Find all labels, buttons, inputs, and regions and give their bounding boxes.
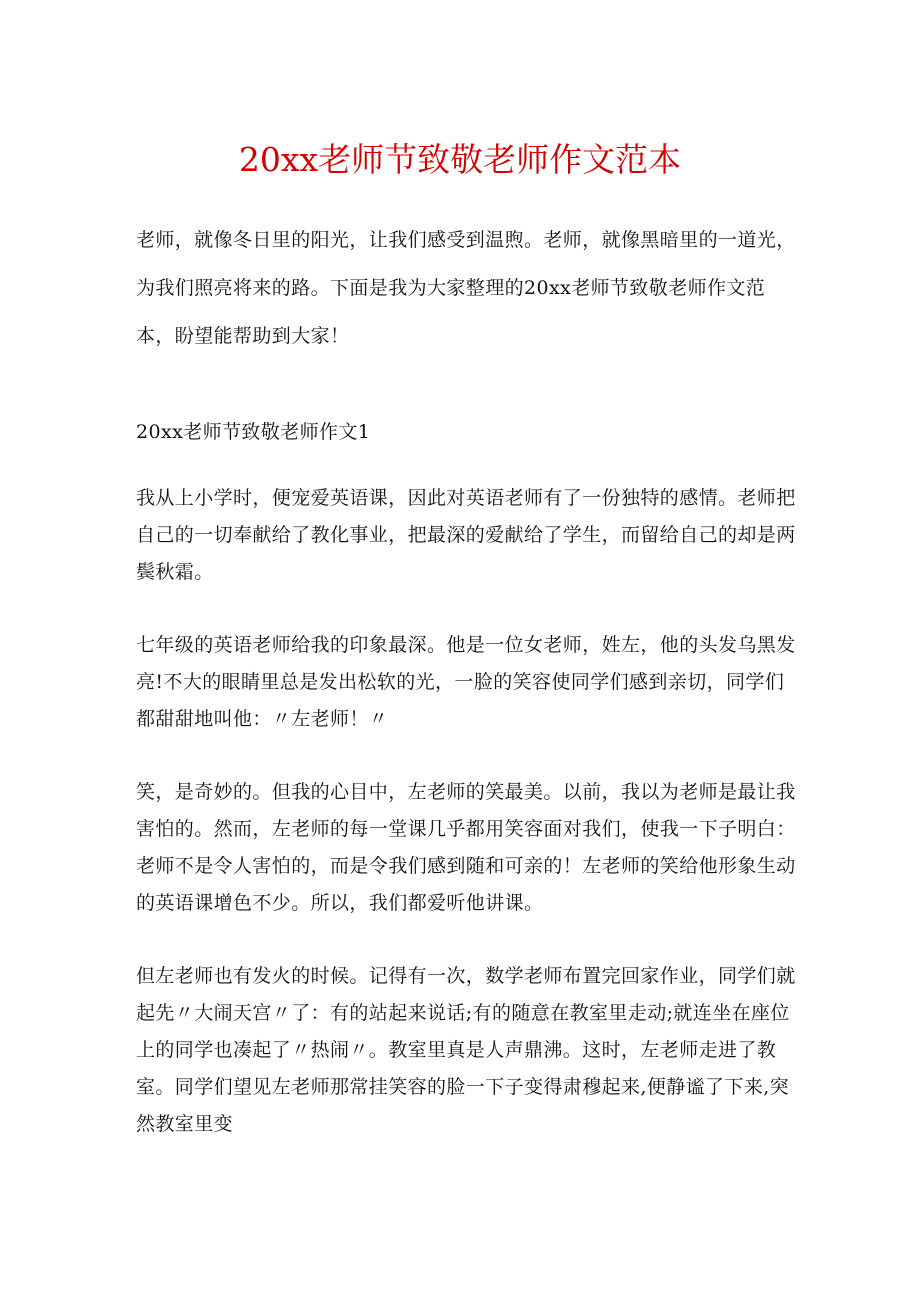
- intro-paragraph: 老师，就像冬日里的阳光，让我们感受到温煦。老师，就像黑暗里的一道光，为我们照亮将来的路。下面是我为大家整理的20xx老师节致敬老师作文范本，盼望能帮助到大家！: [136, 229, 796, 347]
- paragraph-3: 笑，是奇妙的。但我的心目中，左老师的笑最美。以前，我以为老师是最让我害怕的。然而，左老师的每一堂课几乎都用笑容面对我们，使我一下子明白：老师不是令人害怕的，而是令我们感到随和可亲的！左老师的笑给他形象生动的英语课增色不少。所以，我们都爱听他讲课。: [136, 781, 796, 914]
- paragraph-1: 我从上小学时，便宠爱英语课，因此对英语老师有了一份独特的感情。老师把自己的一切奉献给了教化事业，把最深的爱献给了学生，而留给自己的却是两鬓秋霜。: [136, 487, 796, 583]
- paragraph-4: 但左老师也有发火的时候。记得有一次，数学老师布置完回家作业，同学们就起先〃大闹天宫〃了：有的站起来说话;有的随意在教室里走动;就连坐在座位上的同学也凑起了〃热闹〃。教室里真是人声鼎沸。这时，左老师走进了教室。同学们望见左老师那常挂笑容的脸一下子变得肃穆起来,便静谧了下来,突然教室里变: [136, 965, 796, 1135]
- paragraph-2: 七年级的英语老师给我的印象最深。他是一位女老师，姓左，他的头发乌黑发亮!不大的眼睛里总是发出松软的光，一脸的笑容使同学们感到亲切，同学们都甜甜地叫他：〃左老师！〃: [136, 634, 796, 730]
- section-heading: 20xx老师节致敬老师作文1: [136, 421, 371, 443]
- document-title: 20xx老师节致敬老师作文范本: [238, 140, 682, 179]
